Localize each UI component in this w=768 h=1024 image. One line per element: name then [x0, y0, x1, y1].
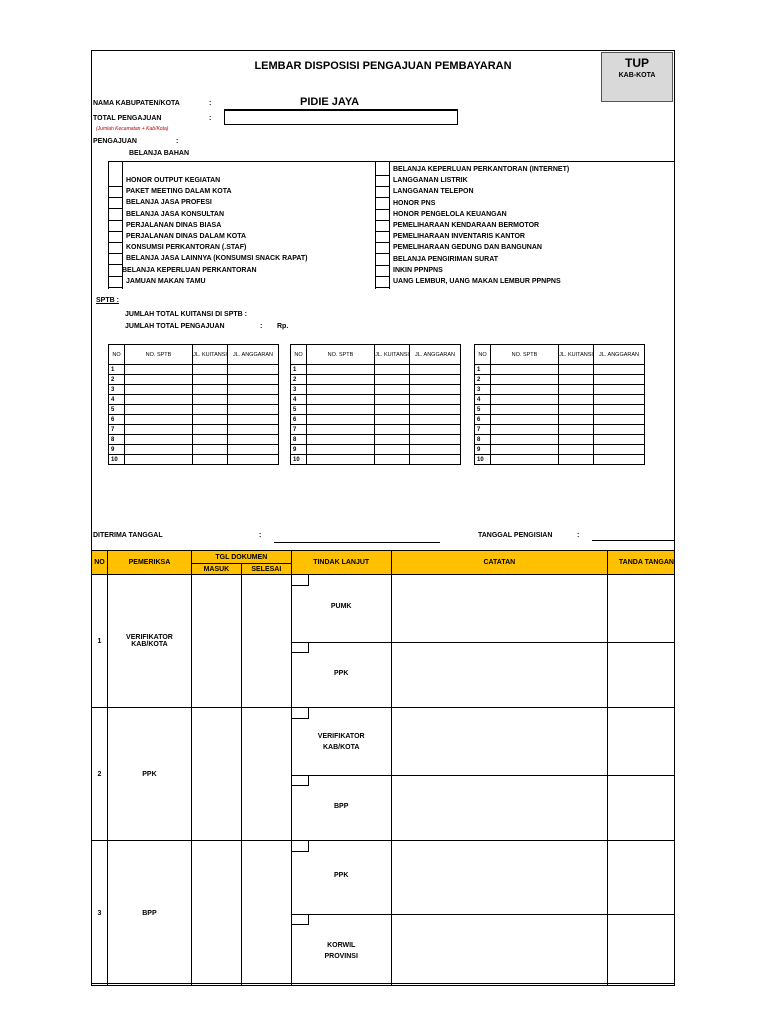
tanda-tangan-cell[interactable] [608, 841, 675, 986]
sptb-cell[interactable] [410, 425, 461, 435]
left-item-label: PAKET MEETING DALAM KOTA [126, 188, 232, 196]
right-item-label: UANG LEMBUR, UANG MAKAN LEMBUR PPNPNS [393, 278, 561, 285]
sptb-cell[interactable] [228, 375, 279, 385]
tup-sub-label: KAB-KOTA [618, 72, 656, 79]
sptb-cell[interactable] [594, 415, 645, 425]
catatan-divider [392, 775, 607, 776]
tindak-checkbox[interactable] [292, 708, 309, 719]
tindak-label: KORWIL PROVINSI [324, 942, 358, 960]
tanggal-pengisian-colon: : [577, 532, 580, 539]
sptb-cell[interactable] [491, 375, 559, 385]
row-pemeriksa: BPP [107, 841, 191, 986]
left-checkbox[interactable] [108, 264, 122, 265]
sptb-cell[interactable] [125, 405, 193, 415]
sptb-cell[interactable] [375, 385, 410, 395]
right-item-label: HONOR PNS [393, 199, 436, 207]
sptb-cell[interactable] [307, 435, 375, 445]
sptb-cell[interactable] [410, 445, 461, 455]
sptb-cell[interactable] [594, 375, 645, 385]
table-row [475, 415, 645, 425]
masuk-cell[interactable] [191, 841, 241, 986]
left-item-label: JAMUAN MAKAN TAMU [126, 277, 206, 285]
table-row [475, 385, 645, 395]
right-item-label: PEMELIHARAAN GEDUNG DAN BANGUNAN [393, 244, 542, 252]
sptb-cell[interactable] [491, 385, 559, 395]
total-label: TOTAL PENGAJUAN [93, 115, 162, 122]
sptb-cell[interactable] [228, 405, 279, 415]
sptb-cell[interactable] [594, 425, 645, 435]
pengajuan-label: PENGAJUAN [93, 138, 137, 145]
sptb-cell[interactable] [307, 445, 375, 455]
sptb-cell[interactable] [228, 395, 279, 405]
right-item-label: BELANJA PENGIRIMAN SURAT [393, 255, 499, 263]
col-pemeriksa: PEMERIKSA [107, 551, 191, 575]
right-checkbox[interactable] [375, 276, 389, 277]
row-number: 5 [109, 405, 125, 415]
table-row [475, 445, 645, 455]
sptb-header-cell: JL. ANGGARAN [228, 345, 279, 365]
sptb-cell[interactable] [594, 435, 645, 445]
sptb-cell[interactable] [193, 425, 228, 435]
tindak-label: PPK [333, 670, 349, 677]
nama-value[interactable]: PIDIE JAYA [300, 96, 360, 108]
table-row [475, 405, 645, 415]
sptb-header-cell: NO [109, 345, 125, 365]
left-checkbox[interactable] [108, 253, 122, 254]
right-item-label: PEMELIHARAAN KENDARAAN BERMOTOR [393, 222, 540, 229]
left-checkbox[interactable] [108, 276, 122, 277]
sptb-header-cell: JL. ANGGARAN [410, 345, 461, 365]
sptb-cell[interactable] [375, 425, 410, 435]
sptb-cell[interactable] [228, 455, 279, 465]
left-item-label: KONSUMSI PERKANTORAN (.STAF) [126, 244, 247, 252]
row-no: 2 [92, 708, 108, 841]
left-checkbox[interactable] [108, 242, 122, 243]
left-item-label: BELANJA JASA PROFESI [126, 199, 212, 207]
left-item-label: PERJALANAN DINAS BIASA [126, 221, 222, 229]
row-number: 2 [475, 375, 491, 385]
sptb-cell[interactable] [228, 445, 279, 455]
catatan-divider [392, 642, 607, 643]
sptb-cell[interactable] [410, 375, 461, 385]
left-checkbox[interactable] [108, 231, 122, 232]
sptb-cell[interactable] [307, 455, 375, 465]
right-checkbox[interactable] [375, 209, 389, 210]
nama-colon: : [209, 100, 212, 107]
col-tgl-dokumen: TGL DOKUMEN [191, 551, 291, 564]
row-number: 4 [291, 395, 307, 405]
table-row [291, 415, 461, 425]
tindak-checkbox[interactable] [292, 575, 309, 586]
sptb-cell[interactable] [125, 395, 193, 405]
table-row [109, 455, 279, 465]
sptb-cell[interactable] [125, 375, 193, 385]
table-row [475, 455, 645, 465]
row-number: 7 [475, 425, 491, 435]
left-item-label: PERJALANAN DINAS DALAM KOTA [126, 233, 247, 240]
row-number: 2 [291, 375, 307, 385]
tindak-lanjut-cell [291, 575, 391, 708]
sptb-cell[interactable] [410, 395, 461, 405]
table-row [109, 435, 279, 445]
left-checkbox[interactable] [108, 220, 122, 221]
left-checkbox[interactable] [108, 186, 122, 187]
nama-label: NAMA KABUPATEN/KOTA [93, 100, 180, 107]
diterima-colon: : [259, 532, 262, 539]
sptb-cell[interactable] [307, 375, 375, 385]
row-number: 6 [291, 415, 307, 425]
right-item-label: INKIN PPNPNS [393, 266, 443, 274]
sptb-cell[interactable] [228, 415, 279, 425]
row-number: 6 [475, 415, 491, 425]
row-number: 5 [291, 405, 307, 415]
col-tindak-lanjut: TINDAK LANJUT [291, 551, 391, 575]
tindak-lanjut-cell [291, 841, 391, 986]
row-number: 4 [109, 395, 125, 405]
sptb-cell[interactable] [228, 425, 279, 435]
tanda-tangan-divider [608, 775, 674, 776]
sptb-cell[interactable] [491, 365, 559, 375]
right-checkbox[interactable] [375, 253, 389, 254]
row-number: 9 [109, 445, 125, 455]
masuk-cell[interactable] [191, 575, 241, 708]
form-title: LEMBAR DISPOSISI PENGAJUAN PEMBAYARAN [254, 60, 512, 72]
sptb-cell[interactable] [410, 415, 461, 425]
sptb-cell[interactable] [491, 425, 559, 435]
tup-label: TUP [625, 56, 649, 70]
tanda-tangan-divider [608, 914, 674, 915]
sptb-header-cell: NO [291, 345, 307, 365]
sptb-cell[interactable] [193, 395, 228, 405]
left-item-label: HONOR OUTPUT KEGIATAN [126, 177, 221, 184]
row-number: 9 [291, 445, 307, 455]
row-number: 1 [109, 365, 125, 375]
right-checkbox[interactable] [375, 231, 389, 232]
table-row [109, 405, 279, 415]
sptb-cell[interactable] [193, 415, 228, 425]
checklist-right-line-2 [389, 161, 390, 289]
sptb-cell[interactable] [559, 435, 594, 445]
left-checkbox[interactable] [108, 197, 122, 198]
row-number: 7 [109, 425, 125, 435]
tindak-checkbox[interactable] [292, 775, 309, 786]
right-item-label: PEMELIHARAAN INVENTARIS KANTOR [393, 233, 525, 241]
table-row [109, 425, 279, 435]
sptb-table [290, 344, 461, 465]
tindak-checkbox[interactable] [292, 841, 309, 852]
table-row [291, 385, 461, 395]
sptb-cell[interactable] [559, 425, 594, 435]
sptb-cell[interactable] [228, 435, 279, 445]
sptb-cell[interactable] [307, 425, 375, 435]
sptb-cell[interactable] [559, 445, 594, 455]
row-number: 1 [475, 365, 491, 375]
sptb-cell[interactable] [125, 385, 193, 395]
sptb-header-cell: NO. SPTB [307, 345, 375, 365]
right-item-label: LANGGANAN TELEPON [393, 188, 474, 196]
row-number: 9 [475, 445, 491, 455]
sptb-cell[interactable] [307, 395, 375, 405]
sptb-header-cell: NO [475, 345, 491, 365]
jumlah-kuitansi-label: JUMLAH TOTAL KUITANSI DI SPTB : [125, 311, 247, 318]
sptb-header-cell: NO. SPTB [125, 345, 193, 365]
sptb-cell[interactable] [594, 385, 645, 395]
right-checkbox[interactable] [375, 197, 389, 198]
catatan-cell[interactable] [391, 575, 607, 708]
rp-label: Rp. [277, 323, 289, 330]
sptb-cell[interactable] [375, 365, 410, 375]
row-number: 8 [291, 435, 307, 445]
sptb-cell[interactable] [559, 405, 594, 415]
right-checkbox[interactable] [375, 265, 389, 266]
sptb-cell[interactable] [307, 405, 375, 415]
tanggal-pengisian-label: TANGGAL PENGISIAN [478, 532, 553, 539]
tindak-label: PPK [333, 872, 349, 879]
left-checkbox[interactable] [108, 208, 122, 209]
sptb-cell[interactable] [307, 365, 375, 375]
table-row [291, 425, 461, 435]
left-checkbox[interactable] [108, 287, 122, 288]
table-row [291, 435, 461, 445]
row-number: 5 [475, 405, 491, 415]
table-row [109, 445, 279, 455]
table-row [291, 445, 461, 455]
sptb-cell[interactable] [559, 415, 594, 425]
selesai-cell[interactable] [241, 841, 291, 986]
col-masuk: MASUK [191, 564, 241, 575]
table-row [291, 455, 461, 465]
sptb-cell[interactable] [594, 445, 645, 455]
sptb-cell[interactable] [125, 455, 193, 465]
row-number: 3 [109, 385, 125, 395]
row-number: 6 [109, 415, 125, 425]
right-item-label: LANGGANAN LISTRIK [393, 177, 468, 185]
tanggal-pengisian-line[interactable] [592, 540, 675, 541]
col-catatan: CATATAN [391, 551, 607, 575]
tindak-checkbox[interactable] [292, 914, 309, 925]
sptb-cell[interactable] [410, 405, 461, 415]
sptb-cell[interactable] [125, 435, 193, 445]
table-row [291, 375, 461, 385]
right-checkbox[interactable] [375, 175, 389, 176]
sptb-cell[interactable] [559, 365, 594, 375]
jumlah-pengajuan-label: JUMLAH TOTAL PENGAJUAN [125, 323, 225, 330]
sptb-cell[interactable] [410, 385, 461, 395]
tindak-checkbox[interactable] [292, 642, 309, 653]
left-item-label: BELANJA KEPERLUAN PERKANTORAN [122, 266, 257, 274]
tanda-tangan-divider [608, 642, 674, 643]
sptb-cell[interactable] [193, 435, 228, 445]
right-item-label: HONOR PENGELOLA KEUANGAN [393, 210, 507, 218]
right-checkbox[interactable] [375, 186, 389, 187]
right-checkbox[interactable] [375, 287, 389, 288]
row-pemeriksa: VERIFIKATOR KAB/KOTA [107, 575, 191, 708]
checklist-left-line [108, 161, 109, 289]
checklist-top-line [108, 161, 675, 162]
sptb-cell[interactable] [410, 455, 461, 465]
table-row [475, 425, 645, 435]
table-row [291, 405, 461, 415]
table-row [92, 708, 675, 841]
sptb-header-cell: NO. SPTB [491, 345, 559, 365]
sptb-cell[interactable] [559, 385, 594, 395]
sptb-cell[interactable] [594, 405, 645, 415]
sptb-cell[interactable] [491, 405, 559, 415]
selesai-cell[interactable] [241, 708, 291, 841]
left-item-label: BELANJA JASA LAINNYA (KONSUMSI SNACK RAPAT) [126, 255, 308, 263]
table-row [92, 841, 675, 986]
row-number: 2 [109, 375, 125, 385]
table-row [109, 365, 279, 375]
sptb-cell[interactable] [410, 435, 461, 445]
tindak-label: VERIFIKATOR KAB/KOTA [317, 733, 365, 751]
sptb-cell[interactable] [594, 395, 645, 405]
belanja-bahan-label: BELANJA BAHAN [129, 150, 190, 157]
sptb-cell[interactable] [193, 385, 228, 395]
sptb-cell[interactable] [491, 435, 559, 445]
diterima-line[interactable] [274, 542, 440, 543]
sptb-header-cell: JL. ANGGARAN [594, 345, 645, 365]
row-number: 1 [291, 365, 307, 375]
row-number: 7 [291, 425, 307, 435]
row-no: 3 [92, 841, 108, 986]
sptb-cell[interactable] [559, 455, 594, 465]
catatan-divider [392, 914, 607, 915]
table-row [475, 375, 645, 385]
catatan-cell[interactable] [391, 708, 607, 841]
table-row [109, 395, 279, 405]
masuk-cell[interactable] [191, 708, 241, 841]
total-colon: : [209, 115, 212, 122]
table-row [109, 415, 279, 425]
sptb-header-cell: JL. KUITANSI [559, 345, 594, 365]
row-no: 1 [92, 575, 108, 708]
sptb-cell[interactable] [228, 365, 279, 375]
col-tanda-tangan: TANDA TANGAN [608, 551, 675, 575]
left-item-label: BELANJA JASA KONSULTAN [126, 210, 225, 218]
diterima-label: DITERIMA TANGGAL [93, 532, 163, 539]
tindak-label: BPP [333, 803, 349, 810]
sptb-header-cell: JL. KUITANSI [193, 345, 228, 365]
sptb-cell[interactable] [559, 375, 594, 385]
sptb-cell[interactable] [193, 455, 228, 465]
col-selesai: SELESAI [241, 564, 291, 575]
sptb-cell[interactable] [193, 445, 228, 455]
table-row [109, 375, 279, 385]
tup-badge [601, 52, 673, 102]
table-row [92, 575, 675, 708]
sptb-cell[interactable] [410, 365, 461, 375]
right-checkbox[interactable] [375, 242, 389, 243]
checklist-right-line [375, 161, 376, 289]
sptb-cell[interactable] [307, 385, 375, 395]
sptb-label: SPTB : [96, 297, 119, 304]
sptb-cell[interactable] [375, 375, 410, 385]
sptb-cell[interactable] [375, 445, 410, 455]
table-row [291, 365, 461, 375]
sptb-cell[interactable] [491, 415, 559, 425]
sptb-cell[interactable] [594, 455, 645, 465]
row-number: 10 [475, 455, 491, 465]
row-number: 10 [109, 455, 125, 465]
sptb-cell[interactable] [491, 445, 559, 455]
tindak-lanjut-cell [291, 708, 391, 841]
tanda-tangan-cell[interactable] [608, 575, 675, 708]
sptb-cell[interactable] [125, 415, 193, 425]
sptb-cell[interactable] [193, 375, 228, 385]
sptb-cell[interactable] [307, 415, 375, 425]
catatan-cell[interactable] [391, 841, 607, 986]
col-no: NO [92, 551, 108, 575]
row-number: 3 [291, 385, 307, 395]
sptb-cell[interactable] [491, 455, 559, 465]
tanda-tangan-cell[interactable] [608, 708, 675, 841]
row-number: 8 [475, 435, 491, 445]
sptb-cell[interactable] [375, 415, 410, 425]
row-number: 8 [109, 435, 125, 445]
sptb-table [108, 344, 279, 465]
sptb-table [474, 344, 645, 465]
table-row [109, 385, 279, 395]
total-input[interactable] [224, 110, 458, 125]
sptb-cell[interactable] [125, 445, 193, 455]
sptb-cell[interactable] [375, 435, 410, 445]
table-row [291, 395, 461, 405]
total-note: (Jumlah Kecamatan + Kab/Kota) [96, 126, 169, 132]
sptb-cell[interactable] [559, 395, 594, 405]
right-checkbox[interactable] [375, 220, 389, 221]
tindak-label: PUMK [330, 603, 352, 610]
sptb-cell[interactable] [594, 365, 645, 375]
table-row [475, 395, 645, 405]
sptb-cell[interactable] [193, 405, 228, 415]
sptb-cell[interactable] [375, 455, 410, 465]
row-number: 10 [291, 455, 307, 465]
pengajuan-colon: : [176, 138, 179, 145]
sptb-cell[interactable] [491, 395, 559, 405]
row-number: 4 [475, 395, 491, 405]
selesai-cell[interactable] [241, 575, 291, 708]
right-item-label: BELANJA KEPERLUAN PERKANTORAN (INTERNET) [393, 166, 570, 173]
row-number: 3 [475, 385, 491, 395]
sptb-cell[interactable] [375, 405, 410, 415]
jumlah-pengajuan-colon: : [260, 323, 263, 330]
table-row [475, 365, 645, 375]
row-pemeriksa: PPK [107, 708, 191, 841]
table-row [475, 435, 645, 445]
sptb-header-cell: JL. KUITANSI [375, 345, 410, 365]
sptb-cell[interactable] [375, 395, 410, 405]
disposition-table [91, 550, 675, 986]
sptb-cell[interactable] [125, 365, 193, 375]
sptb-cell[interactable] [193, 365, 228, 375]
sptb-cell[interactable] [228, 385, 279, 395]
sptb-cell[interactable] [125, 425, 193, 435]
